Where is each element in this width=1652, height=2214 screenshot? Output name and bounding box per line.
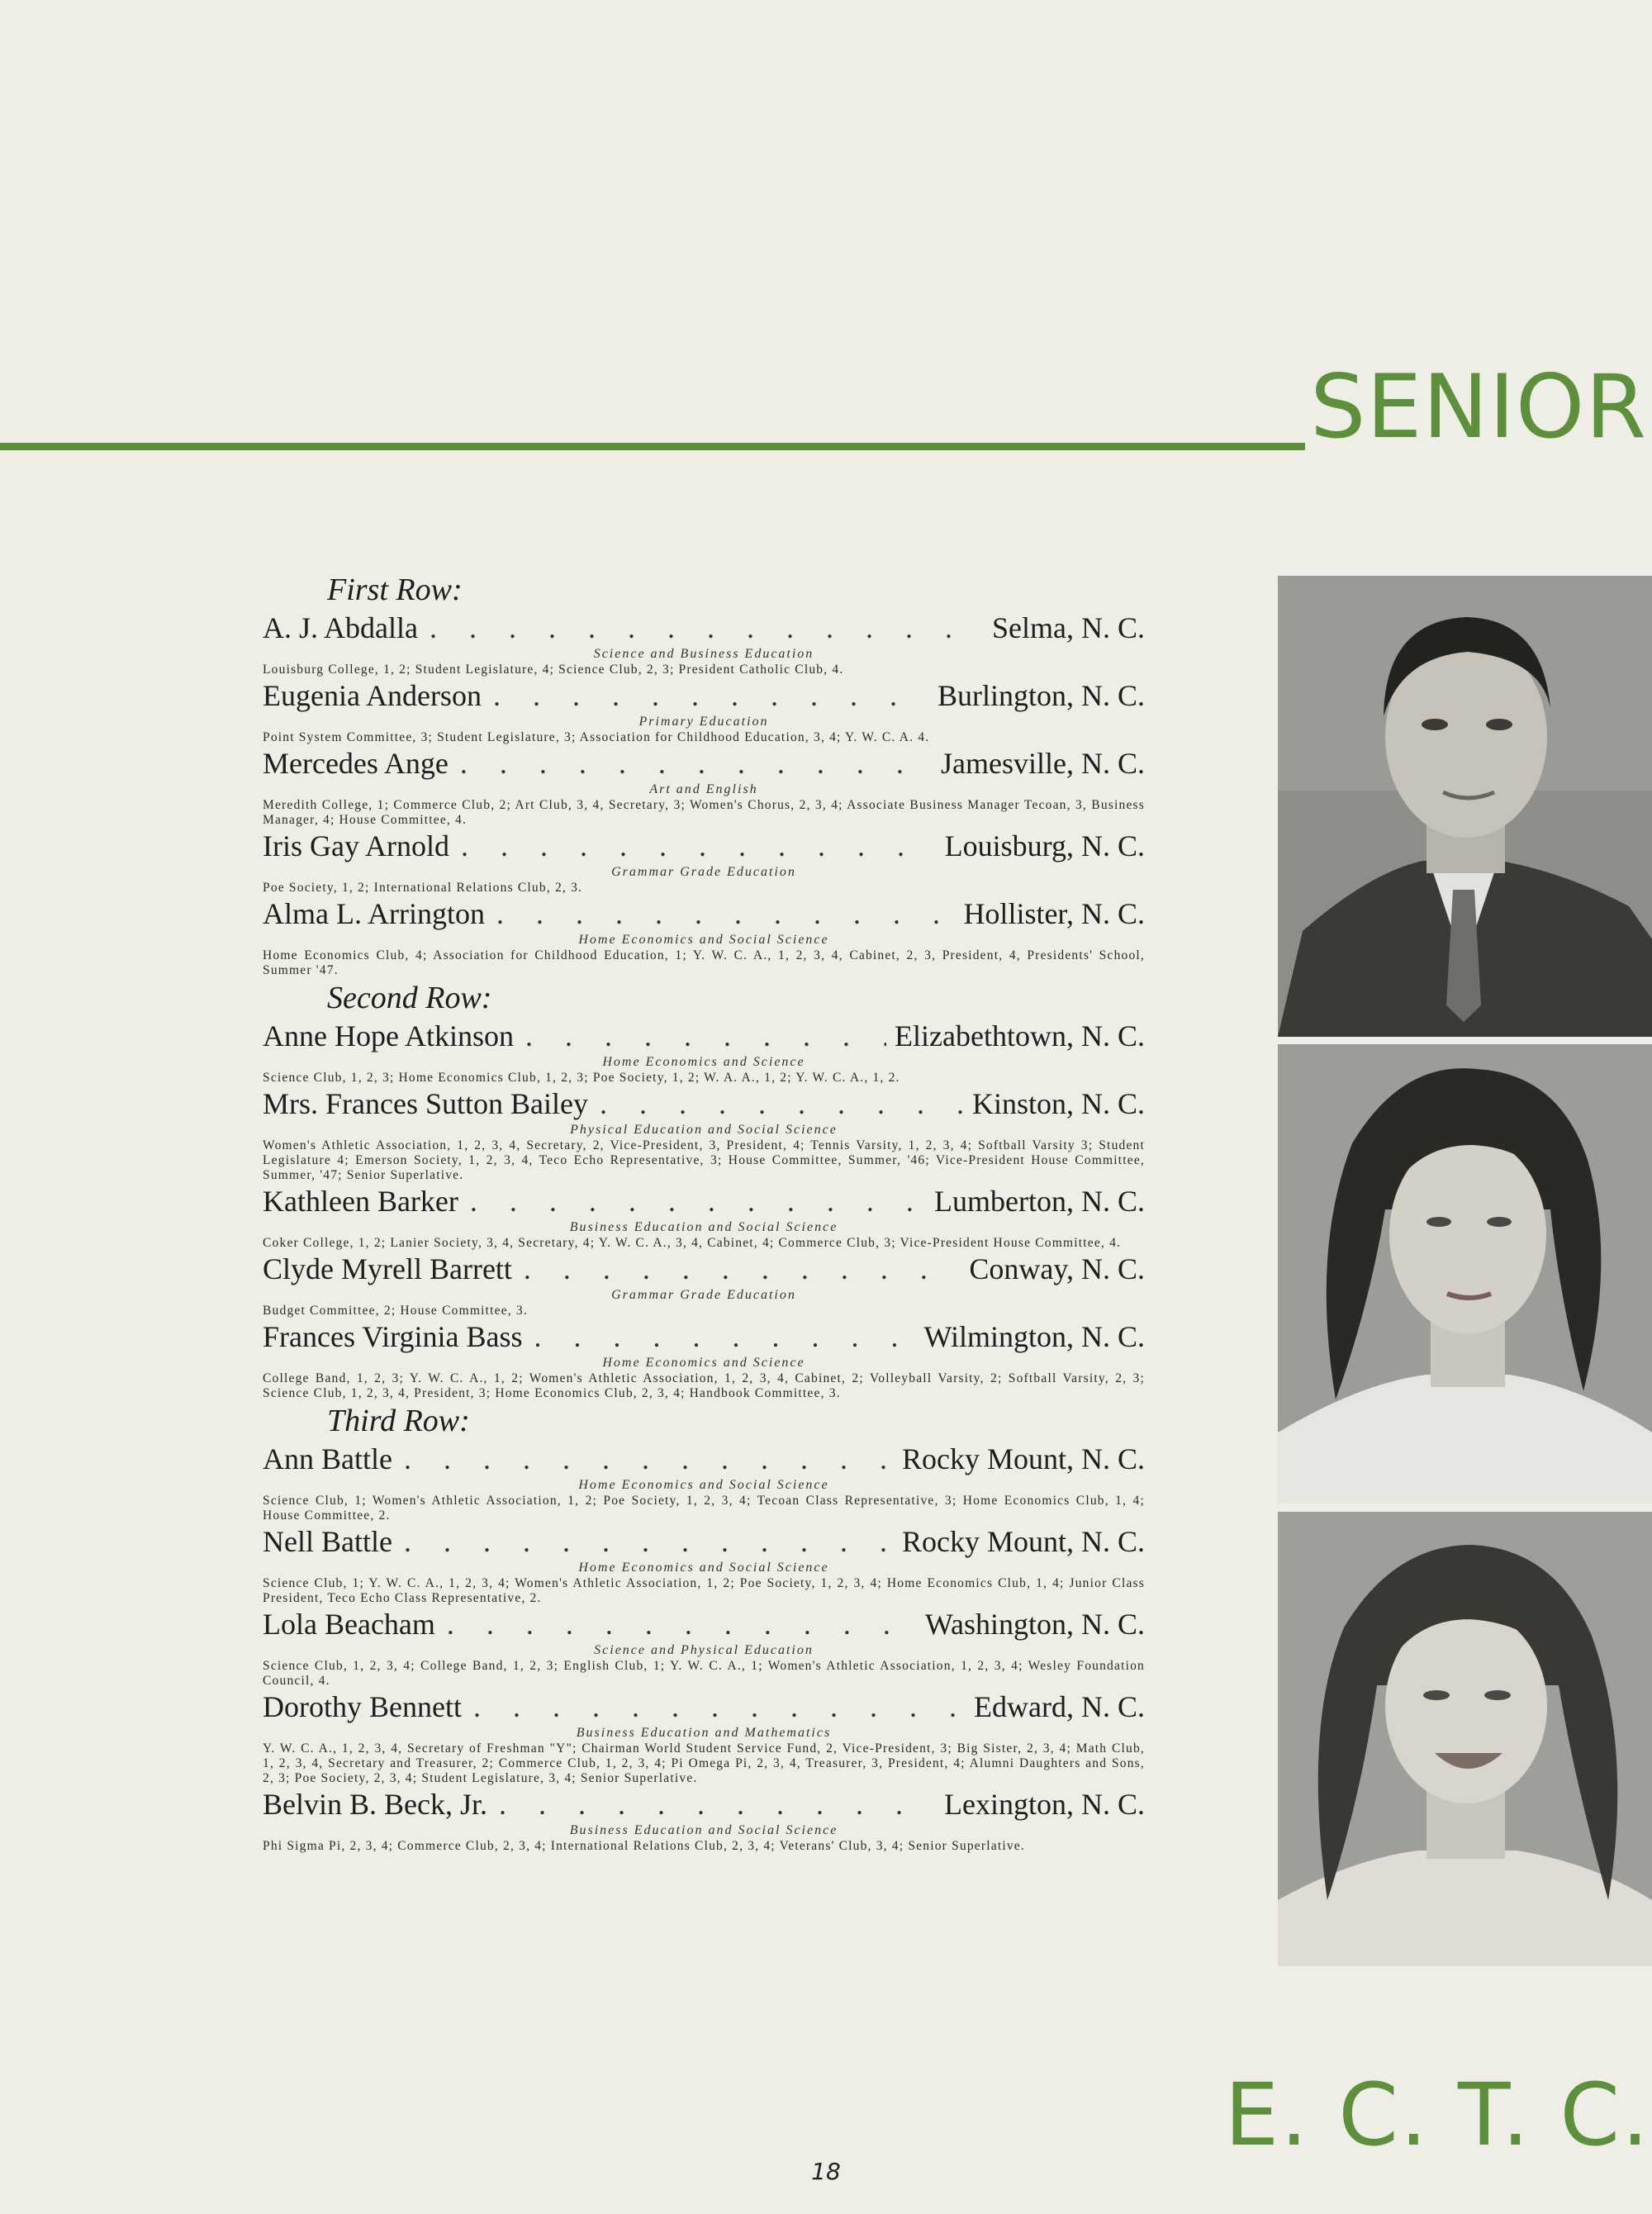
hometown: Rocky Mount, N. C.: [901, 1525, 1145, 1558]
hometown: Louisburg, N. C.: [944, 829, 1145, 862]
activities: Meredith College, 1; Commerce Club, 2; Art Club, 3, 4, Secretary, 3; Women's Chorus, 2, 3, 4; Associate Business Manager Tecoan, 3, Business Manager, 4; House Committee, 4.: [263, 798, 1145, 827]
portrait-photo-third-row: [1278, 1512, 1652, 1966]
hometown: Conway, N. C.: [969, 1252, 1145, 1285]
activities: Coker College, 1, 2; Lanier Society, 3, 4, Secretary, 4; Y. W. C. A., 3, 4, Cabinet, 4; Commerce Club, 3; Vice-President House Committee, 4.: [263, 1236, 1122, 1250]
senior-name: Clyde Myrell Barrett: [263, 1252, 512, 1285]
leader-dots: [534, 1318, 915, 1355]
senior-name: Nell Battle: [263, 1525, 392, 1558]
activities: Science Club, 1; Y. W. C. A., 1, 2, 3, 4; Women's Athletic Association, 1, 2; Poe Society, 1, 2, 3, 4; Home Economics Club, 1, 4; Junior Class President, Teco Echo Class Representative, 2.: [263, 1576, 1145, 1605]
leader-dots: [524, 1251, 961, 1287]
major: Business Education and Social Science: [569, 1220, 838, 1234]
senior-entry: [263, 1318, 1145, 1401]
activities: Science Club, 1; Women's Athletic Association, 1, 2; Poe Society, 1, 2, 3, 4; Tecoan Class Representative, 3; Home Economics Club, 1, 4; House Committee, 2.: [263, 1494, 1145, 1523]
section-title: SENIOR: [1310, 356, 1647, 458]
page-number: 18: [811, 2158, 841, 2185]
senior-name: Alma L. Arrington: [263, 897, 485, 930]
hometown: Lexington, N. C.: [944, 1788, 1145, 1821]
senior-name: Anne Hope Atkinson: [263, 1019, 514, 1052]
senior-name: A. J. Abdalla: [263, 611, 418, 644]
hometown: Selma, N. C.: [992, 611, 1145, 644]
hometown: Lumberton, N. C.: [934, 1185, 1145, 1218]
senior-entry: [263, 1183, 1145, 1251]
senior-entry: [263, 1523, 1145, 1606]
major: Grammar Grade Education: [611, 865, 796, 879]
activities: Point System Committee, 3; Student Legislature, 3; Association for Childhood Education, 3, 4; Y. W. C. A. 4.: [263, 730, 930, 744]
row-heading: Third Row:: [327, 1404, 470, 1438]
senior-name: Iris Gay Arnold: [263, 829, 449, 862]
leader-dots: [404, 1441, 894, 1477]
leader-dots: [496, 896, 955, 932]
senior-name: Lola Beacham: [263, 1608, 435, 1641]
senior-entry: [263, 745, 1145, 828]
major: Physical Education and Social Science: [570, 1123, 838, 1137]
major: Home Economics and Social Science: [578, 1561, 829, 1575]
major: Home Economics and Social Science: [578, 1478, 829, 1492]
green-rule: [0, 443, 1305, 450]
major: Business Education and Mathematics: [576, 1726, 832, 1740]
major: Science and Physical Education: [594, 1643, 814, 1657]
senior-entry: [263, 677, 1145, 745]
hometown: Jamesville, N. C.: [941, 747, 1145, 780]
entry-name-line: [263, 1786, 1145, 1822]
activities: Science Club, 1, 2, 3; Home Economics Club, 1, 2, 3; Poe Society, 1, 2; W. A. A., 1, 2; Y. W. C. A., 1, 2.: [263, 1071, 900, 1085]
entry-name-line: [263, 610, 1145, 646]
leader-dots: [461, 828, 937, 864]
senior-entry: [263, 828, 1145, 896]
senior-entry: [263, 610, 1145, 677]
hometown: Rocky Mount, N. C.: [901, 1442, 1145, 1475]
hometown: Edward, N. C.: [974, 1690, 1145, 1723]
activities: Science Club, 1, 2, 3, 4; College Band, 1, 2, 3; English Club, 1; Y. W. C. A., 1; Women's Athletic Association, 1, 2, 3, 4; Wesley Foundation Council, 4.: [263, 1659, 1145, 1688]
senior-name: Dorothy Bennett: [263, 1690, 462, 1723]
senior-entry: [263, 1441, 1145, 1523]
entry-name-line: [263, 1318, 1145, 1355]
leader-dots: [493, 677, 929, 714]
leader-dots: [460, 745, 933, 782]
major: Home Economics and Science: [602, 1055, 805, 1069]
senior-entry: [263, 896, 1145, 978]
major: Grammar Grade Education: [611, 1288, 796, 1302]
portrait-photo-first-row: [1278, 576, 1652, 1037]
major: Primary Education: [638, 715, 769, 729]
senior-name: Belvin B. Beck, Jr.: [263, 1788, 487, 1821]
activities: Women's Athletic Association, 1, 2, 3, 4, Secretary, 2, Vice-President, 3, President, 4; Tennis Varsity, 1, 2, 3, 4; Softball Varsity 3; Student Legislature 4; Emerson Society, 1, 2, 3, 4, Teco Echo Representative, 3; House Committee, Summer, '46; Vice-President House Committee, Summer, '47; Senior Superlative.: [263, 1138, 1145, 1182]
senior-entry: [263, 1086, 1145, 1183]
entry-name-line: [263, 677, 1145, 714]
leader-dots: [447, 1606, 917, 1642]
entry-name-line: [263, 1606, 1145, 1642]
major: Science and Business Education: [593, 647, 814, 661]
leader-dots: [473, 1689, 966, 1725]
hometown: Kinston, N. C.: [971, 1087, 1145, 1120]
hometown: Wilmington, N. C.: [923, 1320, 1145, 1353]
senior-entry: [263, 1786, 1145, 1854]
entry-name-line: [263, 896, 1145, 932]
entry-name-line: [263, 1086, 1145, 1122]
senior-name: Eugenia Anderson: [263, 679, 482, 712]
leader-dots: [499, 1786, 936, 1822]
hometown: Washington, N. C.: [924, 1608, 1145, 1641]
senior-entry: [263, 1689, 1145, 1786]
portrait-photo-second-row: [1278, 1044, 1652, 1504]
activities: Home Economics Club, 4; Association for Childhood Education, 1; Y. W. C. A., 1, 2, 3, 4, Cabinet, 2, 3, President, 4, Presidents' School, Summer '47.: [263, 948, 1145, 977]
hometown: Hollister, N. C.: [963, 897, 1145, 930]
senior-listing: [263, 570, 1145, 1854]
entry-name-line: [263, 828, 1145, 864]
senior-name: Kathleen Barker: [263, 1185, 458, 1218]
row-heading: First Row:: [327, 573, 463, 607]
activities: Budget Committee, 2; House Committee, 3.: [263, 1304, 528, 1318]
leader-dots: [430, 610, 984, 646]
leader-dots: [525, 1018, 886, 1054]
activities: Louisburg College, 1, 2; Student Legislature, 4; Science Club, 2, 3; President Catholic Club, 4.: [263, 663, 844, 677]
entry-name-line: [263, 1689, 1145, 1725]
hometown: Burlington, N. C.: [937, 679, 1145, 712]
college-mark: E. C. T. C.: [1224, 2064, 1650, 2165]
activities: Y. W. C. A., 1, 2, 3, 4, Secretary of Freshman "Y"; Chairman World Student Service Fund, 2, Vice-President, 3; Big Sister, 2, 3, 4; Math Club, 1, 2, 3, 4, Secretary and Treasurer, 2; Commerce Club, 1, 2, 3, 4; Pi Omega Pi, 2, 3, 4, Treasurer, 3, President, 4; Alumni Daughters and Sons, 2, 3; Poe Society, 2, 3, 4; Student Legislature, 3, 4; Senior Superlative.: [263, 1741, 1145, 1785]
senior-name: Mrs. Frances Sutton Bailey: [263, 1087, 588, 1120]
senior-entry: [263, 1018, 1145, 1086]
activities: Phi Sigma Pi, 2, 3, 4; Commerce Club, 2, 3, 4; International Relations Club, 2, 3, 4; Veterans' Club, 3, 4; Senior Superlative.: [263, 1839, 1025, 1853]
entry-name-line: [263, 1183, 1145, 1219]
entry-name-line: [263, 745, 1145, 782]
major: Business Education and Social Science: [569, 1823, 838, 1837]
senior-name: Mercedes Ange: [263, 747, 449, 780]
senior-name: Ann Battle: [263, 1442, 392, 1475]
entry-name-line: [263, 1441, 1145, 1477]
leader-dots: [600, 1086, 964, 1122]
row-heading: Second Row:: [327, 981, 492, 1015]
entry-name-line: [263, 1251, 1145, 1287]
senior-entry: [263, 1251, 1145, 1318]
senior-name: Frances Virginia Bass: [263, 1320, 523, 1353]
leader-dots: [470, 1183, 926, 1219]
major: Home Economics and Social Science: [578, 933, 829, 947]
senior-entry: [263, 1606, 1145, 1689]
major: Art and English: [649, 782, 758, 796]
major: Home Economics and Science: [602, 1356, 805, 1370]
entry-name-line: [263, 1018, 1145, 1054]
leader-dots: [404, 1523, 894, 1560]
activities: College Band, 1, 2, 3; Y. W. C. A., 1, 2; Women's Athletic Association, 1, 2, 3, 4, Cabinet, 2; Volleyball Varsity, 2; Softball Varsity, 2, 3; Science Club, 1, 2, 3, 4, President, 3; Home Economics Club, 2, 3, 4; Handbook Committee, 3.: [263, 1371, 1145, 1400]
entry-name-line: [263, 1523, 1145, 1560]
activities: Poe Society, 1, 2; International Relations Club, 2, 3.: [263, 881, 583, 895]
hometown: Elizabethtown, N. C.: [895, 1019, 1145, 1052]
